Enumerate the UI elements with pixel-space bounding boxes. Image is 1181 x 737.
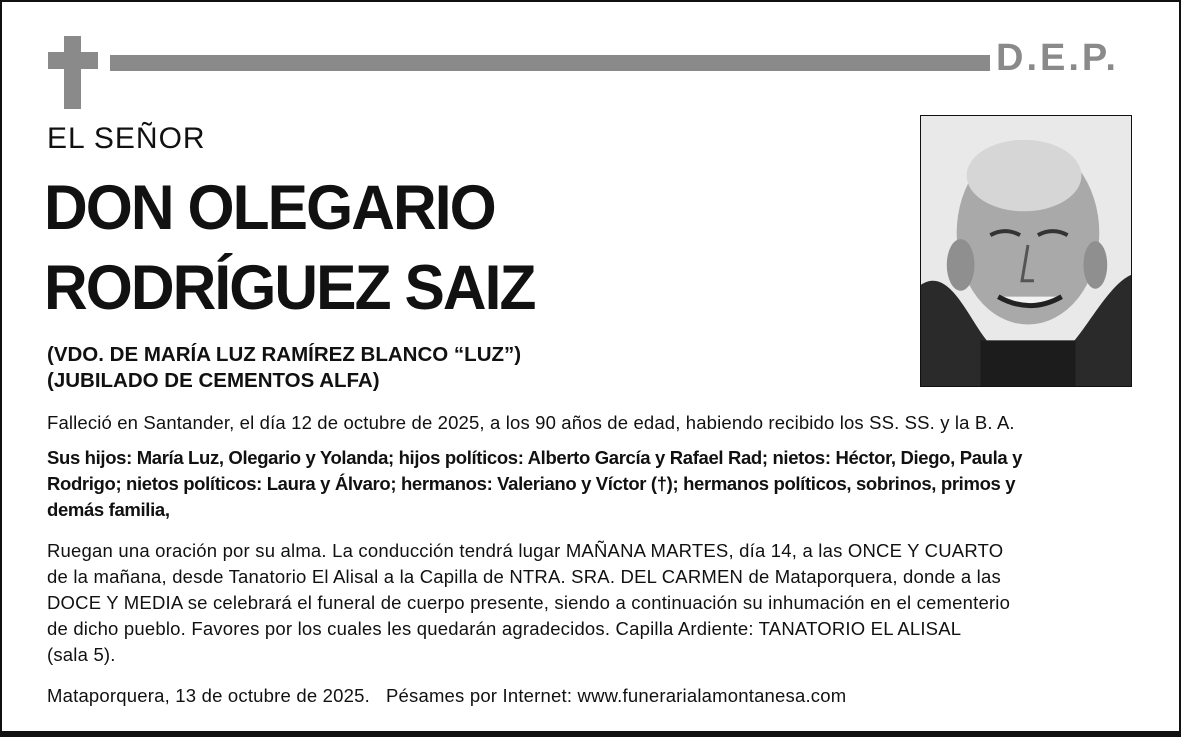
portrait-photo [920,115,1132,387]
dep-label: D.E.P. [996,37,1119,79]
family-line: demás familia, [47,499,170,520]
footer-place-date-website: Mataporquera, 13 de octubre de 2025. Pésames por Internet: www.funerarialamontanesa.com [47,685,847,706]
ceremony-line: de dicho pueblo. Favores por los cuales les quedarán agradecidos. Capilla Ardiente: TANATORIO EL ALISAL [47,618,962,639]
family-line: Sus hijos: María Luz, Olegario y Yolanda; hijos políticos: Alberto García y Rafael Rad; nietos: Héctor, Diego, Paula y [47,447,1023,468]
subtitle-widower: (VDO. DE MARÍA LUZ RAMÍREZ BLANCO “LUZ”) [47,343,522,366]
family-line: Rodrigo; nietos políticos: Laura y Álvaro; hermanos: Valeriano y Víctor (†); hermanos políticos, sobrinos, primos y [47,473,1016,494]
header-rule [110,55,990,71]
ceremony-line: de la mañana, desde Tanatorio El Alisal a la Capilla de NTRA. SRA. DEL CARMEN de Mataporquera, donde a las [47,566,1001,587]
cross-icon-bar [48,52,98,69]
ceremony-line: (sala 5). [47,644,116,665]
ceremony-line: DOCE Y MEDIA se celebrará el funeral de cuerpo presente, siendo a continuación su inhumación en el cementerio [47,592,1011,613]
death-notice: Falleció en Santander, el día 12 de octubre de 2025, a los 90 años de edad, habiendo recibido los SS. SS. y la B. A. [47,412,1015,433]
deceased-name-line1: DON OLEGARIO [44,173,495,243]
deceased-name-line2: RODRÍGUEZ SAIZ [44,253,535,323]
portrait-image [921,116,1131,386]
cross-icon [64,36,81,109]
ceremony-line: Ruegan una oración por su alma. La conducción tendrá lugar MAÑANA MARTES, día 14, a las ONCE Y CUARTO [47,540,1004,561]
subtitle-occupation: (JUBILADO DE CEMENTOS ALFA) [47,369,380,392]
salutation: EL SEÑOR [47,122,206,155]
